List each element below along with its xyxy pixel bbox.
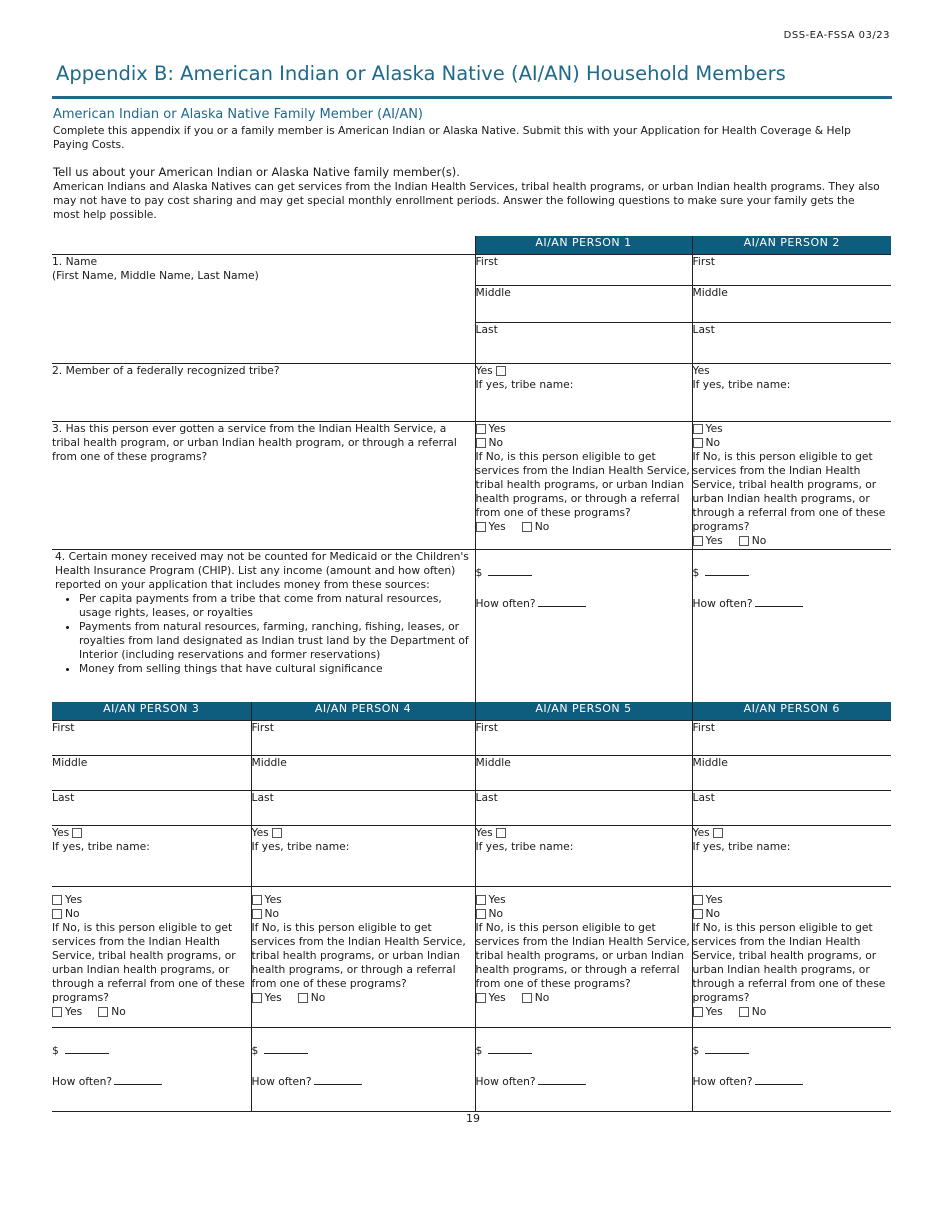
yes-label: Yes <box>475 826 493 839</box>
p2-service-yes-checkbox[interactable] <box>693 424 703 434</box>
p4-eligible-no-checkbox[interactable] <box>298 993 308 1003</box>
persons-table <box>52 702 891 1112</box>
p5-income-cell <box>475 1028 692 1112</box>
p5-last-field[interactable] <box>475 791 692 826</box>
p4-service-yes-checkbox[interactable] <box>252 895 262 905</box>
tribe-name-label: If yes, tribe name: <box>692 840 791 853</box>
income-source-item: • Money from selling things that have cultural significance <box>79 662 471 676</box>
question-income <box>52 550 475 704</box>
middle-label: Middle <box>475 286 511 299</box>
p6-middle-field[interactable] <box>692 756 891 791</box>
question-service: 3. Has this person ever gotten a service from the Indian Health Service, a tribal health program, or urban Indian health program, or through a referral from one of these programs? <box>52 422 475 550</box>
eligible-question: If No, is this person eligible to get services from the Indian Health Service, tribal health programs, or urban Indian health programs, or through a referral from one of these programs? <box>52 921 245 1004</box>
first-label: First <box>52 721 75 734</box>
p6-tribe-cell <box>692 826 891 887</box>
yes-label: Yes <box>692 826 710 839</box>
middle-label: Middle <box>251 756 287 769</box>
p4-service-cell <box>251 887 475 1028</box>
eligible-question: If No, is this person eligible to get services from the Indian Health Service, tribal health programs, or urban Indian health programs, or through a referral from one of these programs? <box>692 921 886 1004</box>
p3-how-often-input[interactable] <box>114 1073 162 1085</box>
p4-amount-input[interactable] <box>264 1042 308 1054</box>
how-often-label: How often? <box>52 1075 113 1088</box>
last-label: Last <box>52 791 75 804</box>
p1-tribe-cell <box>475 364 692 422</box>
no-label: No <box>310 991 326 1004</box>
p2-eligible-yes-checkbox[interactable] <box>693 536 703 546</box>
p3-first-field[interactable] <box>52 721 251 756</box>
tribe-name-label: If yes, tribe name: <box>475 840 574 853</box>
p3-middle-field[interactable] <box>52 756 251 791</box>
first-label: First <box>692 255 715 268</box>
p4-how-often-input[interactable] <box>314 1073 362 1085</box>
p3-tribe-cell <box>52 826 251 887</box>
dollar-label: $ <box>692 1044 700 1057</box>
how-often-label: How often? <box>692 597 753 610</box>
p3-service-yes-checkbox[interactable] <box>52 895 62 905</box>
last-label: Last <box>475 323 498 336</box>
p4-service-no-checkbox[interactable] <box>252 909 262 919</box>
p3-eligible-yes-checkbox[interactable] <box>52 1007 62 1017</box>
p5-eligible-no-checkbox[interactable] <box>522 993 532 1003</box>
intro-text: Complete this appendix if you or a family member is American Indian or Alaska Native. Submit this with your Application for Health Coverage & Help Paying Costs. <box>53 124 851 151</box>
p6-service-no-checkbox[interactable] <box>693 909 703 919</box>
dollar-label: $ <box>692 566 700 579</box>
p6-eligible-no-checkbox[interactable] <box>739 1007 749 1017</box>
p6-tribe-yes-checkbox[interactable] <box>713 828 723 838</box>
p3-tribe-yes-checkbox[interactable] <box>72 828 82 838</box>
how-often-label: How often? <box>475 597 536 610</box>
yes-label: Yes <box>251 826 269 839</box>
questions-table <box>52 236 891 703</box>
income-source-item: • Per capita payments from a tribe that come from natural resources, usage rights, leases, or royalties <box>79 592 471 620</box>
section-heading: American Indian or Alaska Native Family Member (AI/AN) <box>53 107 424 122</box>
p5-first-field[interactable] <box>475 721 692 756</box>
income-source-item: • Payments from natural resources, farming, ranching, fishing, leases, or royalties from land designated as Indian trust land by the Department of Interior (including reservations and former reservations) <box>79 620 471 662</box>
p2-last-field[interactable] <box>692 323 891 364</box>
p2-tribe-cell <box>692 364 891 422</box>
no-label: No <box>705 436 721 449</box>
tribe-name-label: If yes, tribe name: <box>52 840 150 853</box>
person-1-header: AI/AN PERSON 1 <box>475 236 692 255</box>
dollar-label: $ <box>475 566 483 579</box>
yes-label: Yes <box>264 893 282 906</box>
person-2-header: AI/AN PERSON 2 <box>692 236 891 255</box>
yes-label: Yes <box>705 534 723 547</box>
yes-label: Yes <box>65 1005 83 1018</box>
p2-service-cell <box>692 422 891 550</box>
p5-tribe-cell <box>475 826 692 887</box>
yes-label: Yes <box>488 991 506 1004</box>
p3-amount-input[interactable] <box>65 1042 109 1054</box>
p2-income-cell <box>692 550 891 704</box>
p4-tribe-yes-checkbox[interactable] <box>272 828 282 838</box>
yes-label: Yes <box>705 422 723 435</box>
p5-amount-input[interactable] <box>488 1042 532 1054</box>
p2-eligible-no-checkbox[interactable] <box>739 536 749 546</box>
p3-service-no-checkbox[interactable] <box>52 909 62 919</box>
p1-service-cell <box>475 422 692 550</box>
p5-how-often-input[interactable] <box>538 1073 586 1085</box>
no-label: No <box>751 1005 767 1018</box>
yes-label: Yes <box>65 893 83 906</box>
yes-label: Yes <box>488 520 506 533</box>
p6-service-cell <box>692 887 891 1028</box>
p3-last-field[interactable] <box>52 791 251 826</box>
income-source-list <box>52 592 471 676</box>
no-label: No <box>488 436 504 449</box>
person-4-header: AI/AN PERSON 4 <box>251 702 475 721</box>
p6-last-field[interactable] <box>692 791 891 826</box>
how-often-label: How often? <box>475 1075 536 1088</box>
first-label: First <box>475 721 498 734</box>
no-label: No <box>65 907 80 920</box>
p1-service-yes-checkbox[interactable] <box>476 424 486 434</box>
how-often-label: How often? <box>692 1075 753 1088</box>
p6-first-field[interactable] <box>692 721 891 756</box>
first-label: First <box>475 255 498 268</box>
p1-amount-input[interactable] <box>488 564 532 576</box>
p3-service-cell <box>52 887 251 1028</box>
yes-label: Yes <box>705 893 723 906</box>
p2-how-often-input[interactable] <box>755 595 803 607</box>
person-6-header: AI/AN PERSON 6 <box>692 702 891 721</box>
eligible-question: If No, is this person eligible to get services from the Indian Health Service, tribal health programs, or urban Indian health programs, or through a referral from one of these programs? <box>475 921 690 990</box>
p2-service-no-checkbox[interactable] <box>693 438 703 448</box>
dollar-label: $ <box>475 1044 483 1057</box>
p1-eligible-no-checkbox[interactable] <box>522 522 532 532</box>
eligible-question: If No, is this person eligible to get services from the Indian Health Service, tribal health programs, or urban Indian health programs, or through a referral from one of these programs? <box>475 450 690 519</box>
tell-text: American Indians and Alaska Natives can get services from the Indian Health Services, tribal health programs, or urban Indian health programs. They also may not have to pay cost sharing and may get special monthly enrollment periods. Answer the following questions to make sure your family gets the most help possible. <box>53 180 880 221</box>
p1-income-cell <box>475 550 692 704</box>
first-label: First <box>692 721 715 734</box>
middle-label: Middle <box>475 756 511 769</box>
p6-amount-input[interactable] <box>705 1042 749 1054</box>
no-label: No <box>264 907 280 920</box>
p4-last-field[interactable] <box>251 791 475 826</box>
person-3-header: AI/AN PERSON 3 <box>52 702 251 721</box>
p6-service-yes-checkbox[interactable] <box>693 895 703 905</box>
person-5-header: AI/AN PERSON 5 <box>475 702 692 721</box>
middle-label: Middle <box>692 756 728 769</box>
no-label: No <box>705 907 721 920</box>
eligible-question: If No, is this person eligible to get services from the Indian Health Service, tribal health programs, or urban Indian health programs, or through a referral from one of these programs? <box>692 450 886 533</box>
no-label: No <box>111 1005 126 1018</box>
yes-label: Yes <box>264 991 282 1004</box>
p4-income-cell <box>251 1028 475 1112</box>
no-label: No <box>534 520 550 533</box>
p2-first-field[interactable] <box>692 255 891 286</box>
dollar-label: $ <box>251 1044 259 1057</box>
p5-middle-field[interactable] <box>475 756 692 791</box>
no-label: No <box>751 534 767 547</box>
middle-label: Middle <box>52 756 88 769</box>
first-label: First <box>251 721 274 734</box>
p2-middle-field[interactable] <box>692 286 891 323</box>
p6-income-cell <box>692 1028 891 1112</box>
yes-label: Yes <box>488 893 506 906</box>
question-income-intro: 4. Certain money received may not be counted for Medicaid or the Children's Health Insurance Program (CHIP). List any income (amount and how often) reported on your application that includes money from these sources: <box>55 550 469 591</box>
how-often-label: How often? <box>251 1075 312 1088</box>
p4-tribe-cell <box>251 826 475 887</box>
question-name-sub: (First Name, Middle Name, Last Name) <box>52 269 259 282</box>
question-name-title: 1. Name <box>52 255 98 268</box>
last-label: Last <box>475 791 498 804</box>
title-divider <box>52 96 892 99</box>
p2-amount-input[interactable] <box>705 564 749 576</box>
p5-service-no-checkbox[interactable] <box>476 909 486 919</box>
no-label: No <box>534 991 550 1004</box>
p5-eligible-yes-checkbox[interactable] <box>476 993 486 1003</box>
p1-last-field[interactable] <box>475 323 692 364</box>
p1-how-often-input[interactable] <box>538 595 586 607</box>
middle-label: Middle <box>692 286 728 299</box>
form-id: DSS-EA-FSSA 03/23 <box>783 30 890 41</box>
p4-first-field[interactable] <box>251 721 475 756</box>
dollar-label: $ <box>52 1044 59 1057</box>
page-number: 19 <box>466 1112 480 1125</box>
eligible-question: If No, is this person eligible to get services from the Indian Health Service, tribal health programs, or urban Indian health programs, or through a referral from one of these programs? <box>251 921 466 990</box>
tribe-name-label: If yes, tribe name: <box>475 378 574 391</box>
yes-label: Yes <box>705 1005 723 1018</box>
yes-label: Yes <box>692 364 710 377</box>
p4-eligible-yes-checkbox[interactable] <box>252 993 262 1003</box>
p1-service-no-checkbox[interactable] <box>476 438 486 448</box>
yes-label: Yes <box>52 826 70 839</box>
last-label: Last <box>251 791 274 804</box>
tell-heading: Tell us about your American Indian or Alaska Native family member(s). <box>53 165 460 179</box>
no-label: No <box>488 907 504 920</box>
p4-middle-field[interactable] <box>251 756 475 791</box>
p1-middle-field[interactable] <box>475 286 692 323</box>
p6-how-often-input[interactable] <box>755 1073 803 1085</box>
last-label: Last <box>692 323 715 336</box>
p3-eligible-no-checkbox[interactable] <box>98 1007 108 1017</box>
p5-service-cell <box>475 887 692 1028</box>
question-tribe: 2. Member of a federally recognized tribe? <box>52 364 475 422</box>
question-name <box>52 255 475 364</box>
p1-eligible-yes-checkbox[interactable] <box>476 522 486 532</box>
p5-tribe-yes-checkbox[interactable] <box>496 828 506 838</box>
yes-label: Yes <box>475 364 493 377</box>
p1-first-field[interactable] <box>475 255 692 286</box>
p5-service-yes-checkbox[interactable] <box>476 895 486 905</box>
p1-tribe-yes-checkbox[interactable] <box>496 366 506 376</box>
p3-income-cell <box>52 1028 251 1112</box>
yes-label: Yes <box>488 422 506 435</box>
tribe-name-label: If yes, tribe name: <box>251 840 350 853</box>
p6-eligible-yes-checkbox[interactable] <box>693 1007 703 1017</box>
page-title: Appendix B: American Indian or Alaska Native (AI/AN) Household Members <box>56 62 786 85</box>
last-label: Last <box>692 791 715 804</box>
tribe-name-label: If yes, tribe name: <box>692 378 791 391</box>
